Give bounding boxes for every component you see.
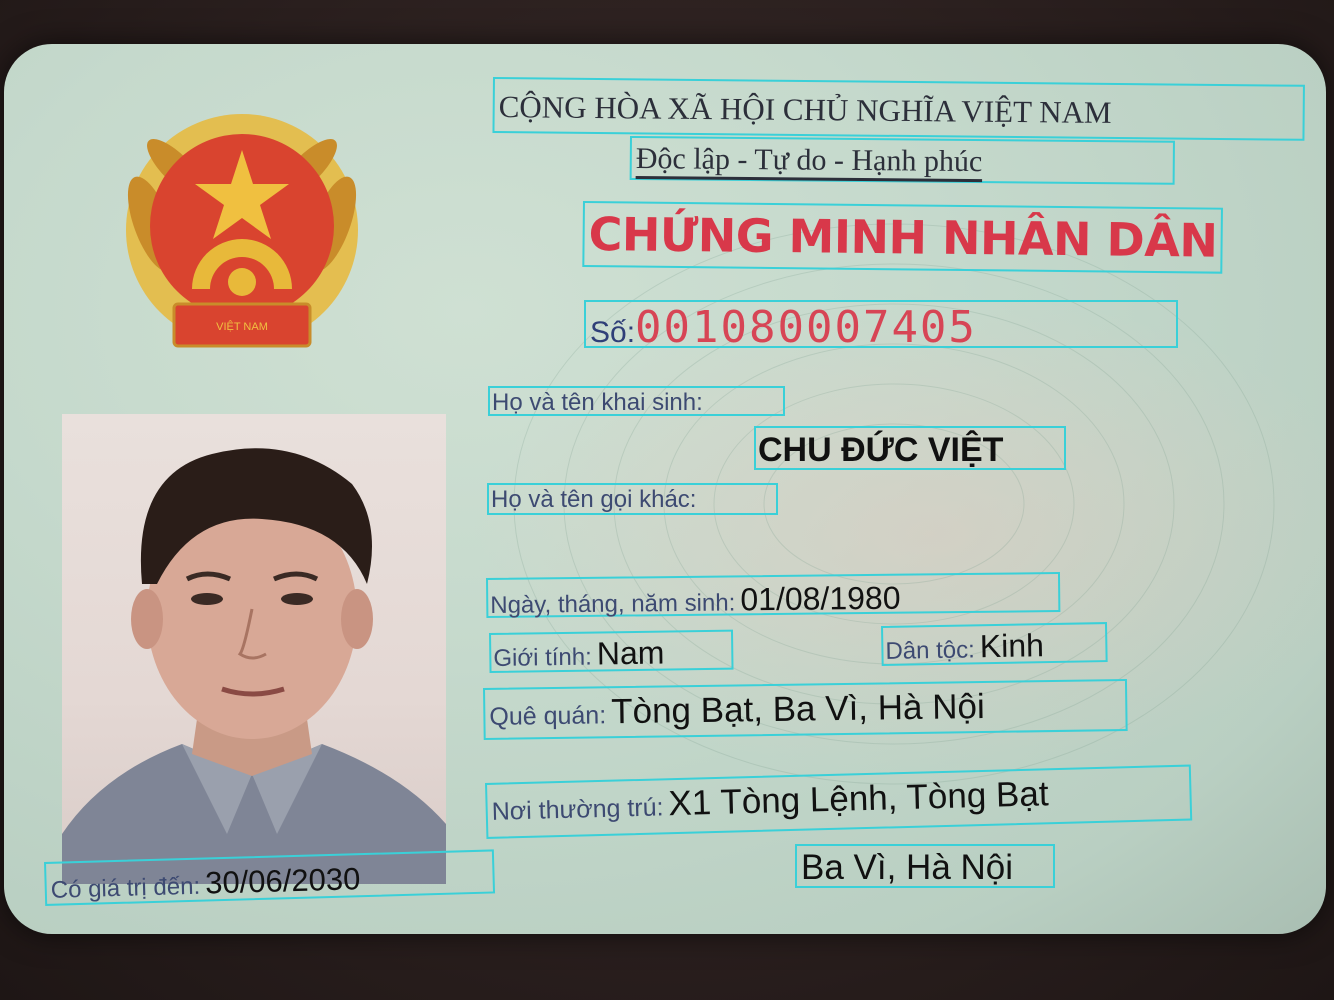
ethnicity-field (881, 622, 1108, 666)
sex-value: Nam (596, 634, 665, 672)
residence-line1: X1 Tòng Lệnh, Tòng Bạt (668, 774, 1050, 824)
country-name (492, 77, 1305, 141)
hometown-label: Quê quán: (489, 701, 607, 731)
sex-field (489, 630, 734, 673)
document-title-text: CHỨNG MINH NHÂN DÂN (588, 207, 1218, 268)
document-title (582, 201, 1223, 274)
document-number (584, 300, 1178, 353)
dob-label: Ngày, tháng, năm sinh: (490, 589, 736, 619)
other-name-label-text: Họ và tên gọi khác: (491, 486, 697, 513)
birth-name-label (488, 386, 785, 416)
other-name-label (487, 483, 778, 515)
expiry-label: Có giá trị đến: (50, 872, 201, 904)
residence-line2: Ba Vì, Hà Nội (801, 848, 1014, 887)
motto-text: Độc lập - Tự do - Hạnh phúc (635, 142, 983, 179)
hometown-field (483, 679, 1128, 740)
sex-label: Giới tính: (493, 643, 592, 672)
national-emblem-icon (122, 114, 362, 356)
emblem-text: VIỆT NAM (216, 321, 268, 333)
portrait-icon (62, 414, 446, 884)
expiry-value: 30/06/2030 (204, 861, 361, 901)
country-name-text: CỘNG HÒA XÃ HỘI CHỦ NGHĨA VIỆT NAM (498, 89, 1112, 130)
ethnicity-value: Kinh (979, 627, 1045, 665)
birth-name-label-text: Họ và tên khai sinh: (492, 389, 703, 416)
national-motto (630, 136, 1175, 185)
hometown-value: Tòng Bạt, Ba Vì, Hà Nội (610, 686, 985, 732)
birth-name-value (754, 426, 1066, 470)
dob-field (486, 572, 1060, 618)
portrait-photo (62, 414, 446, 884)
id-card (4, 44, 1326, 934)
number-value: 001080007405 (635, 302, 977, 353)
residence-line2-field (795, 844, 1055, 888)
residence-label: Nơi thường trú: (491, 793, 664, 826)
dob-value: 01/08/1980 (740, 579, 901, 618)
ethnicity-label: Dân tộc: (885, 636, 976, 665)
birth-name-text: CHU ĐỨC VIỆT (758, 431, 1004, 469)
number-label: Số: (590, 316, 636, 349)
